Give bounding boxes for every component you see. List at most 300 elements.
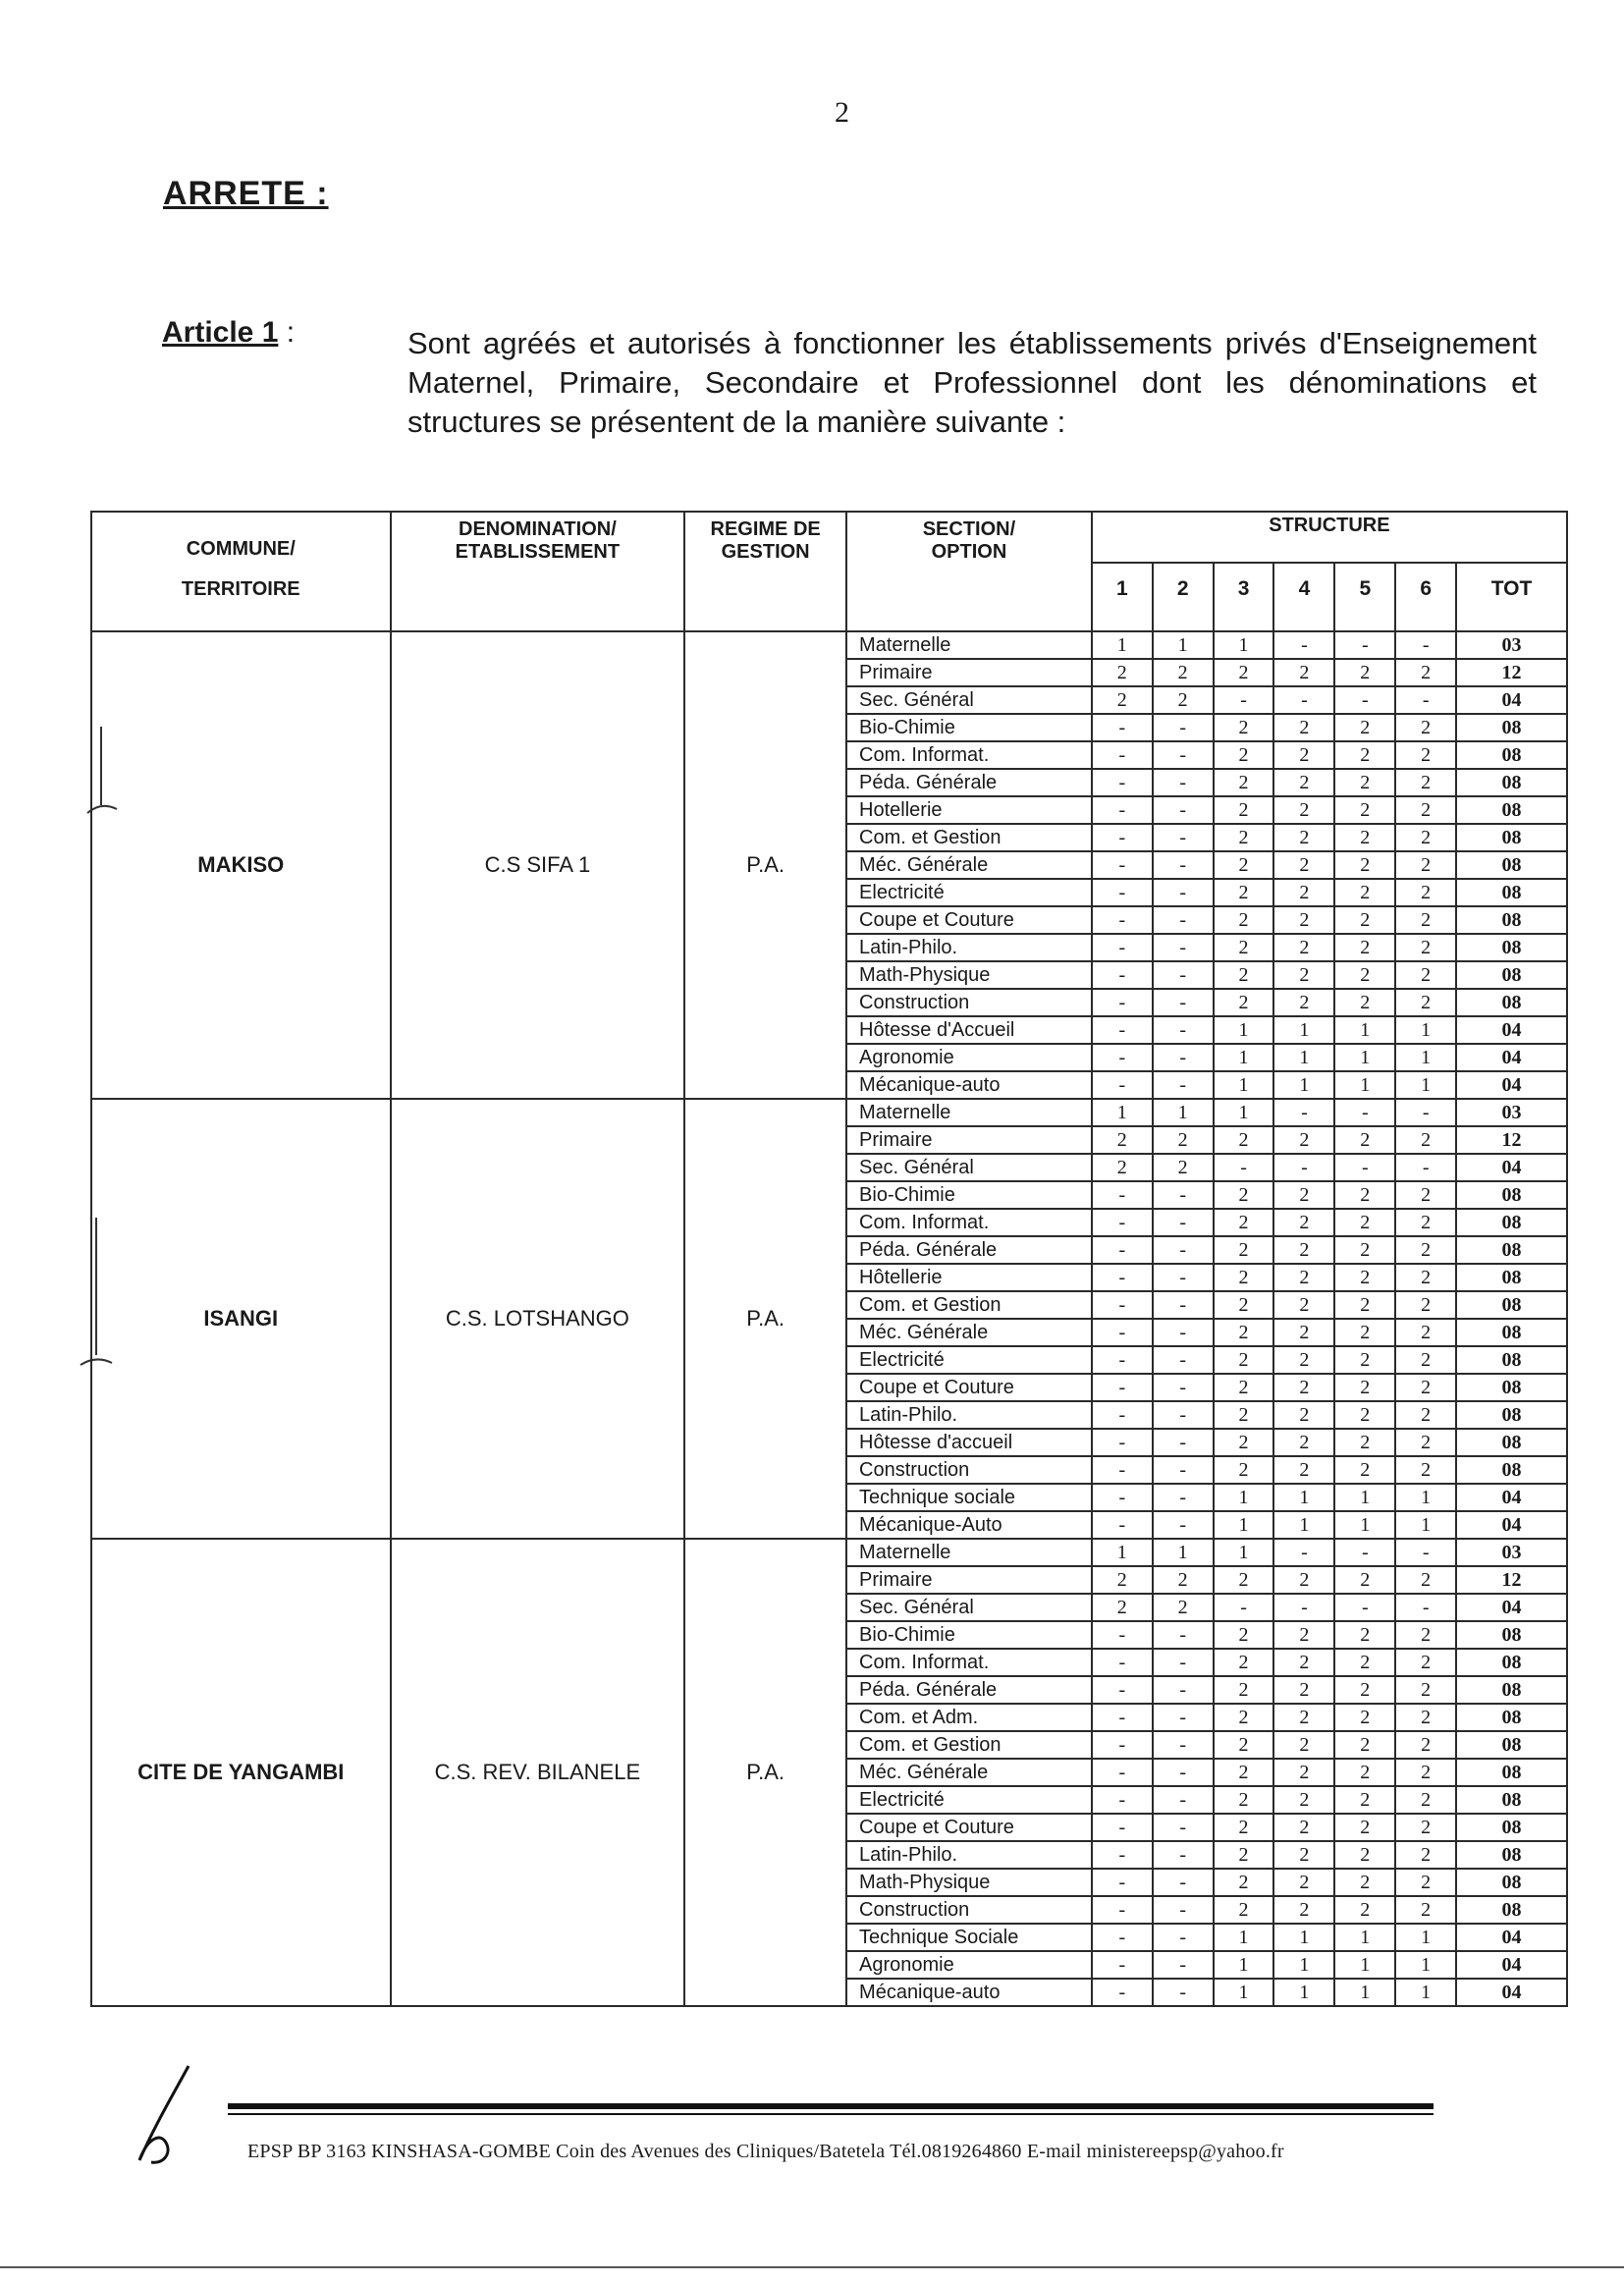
section-cell: Latin-Philo. [846,1841,1092,1869]
structure-value-cell: 1 [1214,1979,1274,2006]
structure-value-cell: 1 [1214,1951,1274,1979]
structure-value-cell: 2 [1334,1401,1395,1429]
section-cell: Sec. Général [846,1594,1092,1621]
structure-value-cell: 2 [1395,1291,1456,1319]
structure-value-cell: 2 [1273,1319,1334,1346]
structure-value-cell: 2 [1395,1401,1456,1429]
header-section-line1: SECTION/ [922,518,1016,540]
structure-value-cell: - [1092,1236,1153,1264]
structure-value-cell: 1 [1334,1979,1395,2006]
section-cell: Math-Physique [846,1869,1092,1896]
structure-value-cell: 2 [1273,934,1334,961]
structure-value-cell: - [1153,1429,1214,1456]
section-cell: Com. Informat. [846,741,1092,769]
structure-value-cell: - [1092,1704,1153,1731]
total-cell: 04 [1456,1511,1567,1539]
structure-value-cell: 2 [1334,1346,1395,1374]
structure-value-cell: - [1153,1456,1214,1484]
structure-value-cell: - [1153,1291,1214,1319]
structure-value-cell: 2 [1273,1181,1334,1209]
structure-value-cell: 2 [1214,1566,1274,1594]
structure-value-cell: 2 [1214,1319,1274,1346]
structure-value-cell: 2 [1395,1126,1456,1154]
structure-value-cell: 2 [1214,1649,1274,1676]
structure-value-cell: - [1273,631,1334,659]
structure-value-cell: - [1092,1071,1153,1099]
total-cell: 08 [1456,1786,1567,1814]
structure-value-cell: - [1092,1456,1153,1484]
structure-value-cell: 2 [1273,879,1334,906]
section-cell: Agronomie [846,1951,1092,1979]
structure-value-cell: 2 [1273,1209,1334,1236]
section-cell: Méc. Générale [846,1759,1092,1786]
structure-value-cell: - [1395,1594,1456,1621]
structure-value-cell: 1 [1153,1099,1214,1126]
section-cell: Maternelle [846,631,1092,659]
structure-value-cell: 2 [1395,1841,1456,1869]
structure-value-cell: - [1092,1044,1153,1071]
structure-value-cell: 2 [1395,796,1456,824]
structure-value-cell: - [1092,851,1153,879]
structure-value-cell: 1 [1273,1924,1334,1951]
structure-value-cell: - [1153,1511,1214,1539]
structure-value-cell: 2 [1153,1566,1214,1594]
structure-value-cell: 2 [1395,1896,1456,1924]
regime-cell: P.A. [684,1539,846,2006]
structure-value-cell: - [1092,1264,1153,1291]
section-cell: Construction [846,1456,1092,1484]
structure-value-cell: - [1214,1154,1274,1181]
structure-value-cell: - [1092,1924,1153,1951]
structure-value-cell: - [1153,1951,1214,1979]
structure-value-cell: 2 [1273,824,1334,851]
total-cell: 08 [1456,1814,1567,1841]
structure-value-cell: 2 [1153,1126,1214,1154]
total-cell: 08 [1456,1456,1567,1484]
structure-value-cell: - [1092,1484,1153,1511]
structure-value-cell: 2 [1214,1291,1274,1319]
structure-value-cell: 2 [1334,1731,1395,1759]
section-cell: Math-Physique [846,961,1092,989]
structure-value-cell: 1 [1395,1979,1456,2006]
structure-value-cell: 2 [1395,1814,1456,1841]
structure-value-cell: 2 [1273,1869,1334,1896]
structure-value-cell: 2 [1214,1374,1274,1401]
structure-value-cell: 1 [1395,1951,1456,1979]
section-cell: Construction [846,989,1092,1016]
structure-value-cell: 2 [1334,1841,1395,1869]
structure-value-cell: - [1153,1924,1214,1951]
structure-value-cell: 2 [1214,851,1274,879]
section-cell: Hôtesse d'accueil [846,1429,1092,1456]
structure-value-cell: - [1153,1181,1214,1209]
structure-value-cell: 1 [1334,1044,1395,1071]
header-regime-line1: REGIME DE [710,518,821,540]
total-cell: 08 [1456,1291,1567,1319]
structure-value-cell: 2 [1334,989,1395,1016]
structure-value-cell: 2 [1395,1374,1456,1401]
structure-value-cell: 2 [1334,769,1395,796]
structure-value-cell: 2 [1273,714,1334,741]
section-cell: Péda. Générale [846,1236,1092,1264]
structure-value-cell: - [1092,879,1153,906]
total-cell: 04 [1456,1071,1567,1099]
structure-value-cell: 2 [1395,1181,1456,1209]
structure-value-cell: 2 [1334,1126,1395,1154]
structure-value-cell: 2 [1395,1649,1456,1676]
structure-value-cell: 2 [1395,1566,1456,1594]
structure-value-cell: - [1092,1401,1153,1429]
section-cell: Technique Sociale [846,1924,1092,1951]
structure-value-cell: 2 [1395,1346,1456,1374]
structure-value-cell: - [1153,1484,1214,1511]
structure-value-cell: - [1153,1731,1214,1759]
structure-value-cell: 2 [1153,659,1214,686]
total-cell: 08 [1456,1649,1567,1676]
structure-value-cell: - [1153,1071,1214,1099]
structure-value-cell: 2 [1214,1621,1274,1649]
structure-value-cell: 2 [1214,1786,1274,1814]
section-cell: Coupe et Couture [846,1374,1092,1401]
structure-value-cell: 2 [1273,1841,1334,1869]
structure-value-cell: - [1153,1649,1214,1676]
structure-value-cell: - [1395,1539,1456,1566]
total-cell: 04 [1456,1594,1567,1621]
structure-value-cell: - [1092,1979,1153,2006]
total-cell: 03 [1456,1539,1567,1566]
structure-value-cell: 2 [1334,796,1395,824]
table-body [91,631,1567,2006]
structure-value-cell: 2 [1334,1869,1395,1896]
structure-value-cell: 1 [1214,1016,1274,1044]
structure-value-cell: 2 [1273,1456,1334,1484]
structure-value-cell: - [1153,714,1214,741]
total-cell: 08 [1456,1841,1567,1869]
structure-value-cell: 2 [1395,741,1456,769]
structure-value-cell: 2 [1273,1429,1334,1456]
structure-value-cell: 2 [1395,1236,1456,1264]
structure-value-cell: 2 [1395,1731,1456,1759]
structure-value-cell: 1 [1273,1511,1334,1539]
total-cell: 04 [1456,1979,1567,2006]
structure-value-cell: 1 [1214,1539,1274,1566]
structure-value-cell: 1 [1214,1071,1274,1099]
structure-value-cell: - [1153,1236,1214,1264]
total-cell: 08 [1456,769,1567,796]
structure-value-cell: - [1395,1099,1456,1126]
section-cell: Construction [846,1896,1092,1924]
structure-value-cell: 2 [1214,1759,1274,1786]
structure-value-cell: - [1273,1594,1334,1621]
structure-value-cell: 2 [1273,1621,1334,1649]
structure-value-cell: 1 [1395,1511,1456,1539]
structure-value-cell: - [1153,1704,1214,1731]
structure-value-cell: 2 [1214,796,1274,824]
structure-value-cell: 2 [1273,1759,1334,1786]
total-cell: 08 [1456,879,1567,906]
structure-value-cell: 2 [1273,769,1334,796]
header-denomination [391,512,685,631]
article-body: Sont agréés et autorisés à fonctionner les établissements privés d'Enseignement Maternel, Primaire, Secondaire et Professionnel dont les dénominations et structures se présentent de la manière suivante : [407,326,1537,439]
total-cell: 08 [1456,1236,1567,1264]
structure-value-cell: 2 [1273,1236,1334,1264]
header-col-3: 3 [1214,563,1274,631]
section-cell: Hôtellerie [846,1264,1092,1291]
structure-value-cell: 2 [1214,879,1274,906]
structure-value-cell: - [1092,934,1153,961]
etablissement-cell: C.S. REV. BILANELE [391,1539,685,2006]
structure-value-cell: 2 [1395,1209,1456,1236]
structure-value-cell: 2 [1214,934,1274,961]
structure-value-cell: 1 [1153,631,1214,659]
commune-cell: CITE DE YANGAMBI [91,1539,391,2006]
header-col-5: 5 [1334,563,1395,631]
header-section [846,512,1092,631]
table-row [91,1539,1567,1566]
structure-value-cell: 2 [1334,741,1395,769]
structure-value-cell: 2 [1334,824,1395,851]
structure-value-cell: 1 [1273,1044,1334,1071]
structure-value-cell: 2 [1273,1731,1334,1759]
structure-value-cell: - [1334,1539,1395,1566]
structure-value-cell: - [1092,1759,1153,1786]
structure-value-cell: - [1153,769,1214,796]
total-cell: 04 [1456,686,1567,714]
header-denomination-line2: ETABLISSEMENT [455,541,621,563]
section-cell: Latin-Philo. [846,934,1092,961]
header-section-line2: OPTION [931,541,1007,563]
page-number: 2 [835,96,849,129]
total-cell: 08 [1456,1319,1567,1346]
structure-value-cell: 2 [1334,659,1395,686]
structure-value-cell: 1 [1395,1044,1456,1071]
commune-cell: ISANGI [91,1099,391,1539]
structure-value-cell: - [1092,1841,1153,1869]
section-cell: Hôtesse d'Accueil [846,1016,1092,1044]
structure-value-cell: - [1092,961,1153,989]
structure-value-cell: 2 [1395,1704,1456,1731]
structure-value-cell: 2 [1214,1181,1274,1209]
structure-value-cell: 1 [1334,1924,1395,1951]
structure-value-cell: 2 [1214,1676,1274,1704]
structure-value-cell: 1 [1395,1924,1456,1951]
structure-value-cell: 2 [1395,879,1456,906]
structure-value-cell: - [1395,686,1456,714]
total-cell: 08 [1456,989,1567,1016]
structure-value-cell: 1 [1334,1951,1395,1979]
structure-value-cell: - [1153,741,1214,769]
regime-cell: P.A. [684,1099,846,1539]
table-row [91,631,1567,659]
structure-value-cell: 1 [1092,1539,1153,1566]
structure-value-cell: 1 [1395,1071,1456,1099]
structure-value-cell: 2 [1214,1209,1274,1236]
total-cell: 08 [1456,1401,1567,1429]
structure-value-cell: - [1153,934,1214,961]
total-cell: 08 [1456,1731,1567,1759]
header-col-1: 1 [1092,563,1153,631]
header-col-4: 4 [1273,563,1334,631]
structure-value-cell: 2 [1273,851,1334,879]
structure-value-cell: 2 [1214,1814,1274,1841]
structure-value-cell: - [1153,1264,1214,1291]
section-cell: Primaire [846,659,1092,686]
structure-value-cell: - [1092,1346,1153,1374]
section-cell: Sec. Général [846,1154,1092,1181]
section-cell: Bio-Chimie [846,1621,1092,1649]
structure-value-cell: 2 [1214,1429,1274,1456]
structure-value-cell: 2 [1395,906,1456,934]
structure-value-cell: - [1153,1401,1214,1429]
structure-value-cell: 2 [1273,1896,1334,1924]
structure-value-cell: - [1153,1759,1214,1786]
structure-value-cell: 2 [1273,1291,1334,1319]
footer-rule [228,2103,1434,2109]
header-structure: STRUCTURE [1092,512,1567,563]
structure-value-cell: - [1092,1209,1153,1236]
structure-value-cell: 2 [1214,989,1274,1016]
structure-value-cell: - [1092,1731,1153,1759]
total-cell: 08 [1456,961,1567,989]
structure-value-cell: 2 [1334,1814,1395,1841]
structure-value-cell: 2 [1273,961,1334,989]
section-cell: Com. et Gestion [846,1731,1092,1759]
structure-value-cell: - [1092,989,1153,1016]
structure-value-cell: 2 [1395,1759,1456,1786]
structure-value-cell: - [1092,824,1153,851]
structure-value-cell: - [1153,1016,1214,1044]
header-denomination-line1: DENOMINATION/ [459,518,617,540]
structure-value-cell: 2 [1334,1704,1395,1731]
structure-value-cell: 2 [1273,1704,1334,1731]
structure-value-cell: 2 [1092,659,1153,686]
total-cell: 08 [1456,1264,1567,1291]
footer-rule-thin [228,2113,1434,2115]
structure-value-cell: - [1092,1181,1153,1209]
total-cell: 08 [1456,1374,1567,1401]
scan-edge-line [0,2266,1624,2268]
structure-value-cell: - [1092,1621,1153,1649]
structure-value-cell: - [1092,1374,1153,1401]
structure-table [90,511,1568,2007]
structure-value-cell: - [1273,1099,1334,1126]
article-label-colon: : [278,316,296,349]
structure-value-cell: 2 [1334,1264,1395,1291]
structure-value-cell: 2 [1214,741,1274,769]
section-cell: Péda. Générale [846,1676,1092,1704]
total-cell: 12 [1456,1566,1567,1594]
structure-value-cell: - [1214,1594,1274,1621]
total-cell: 04 [1456,1484,1567,1511]
total-cell: 08 [1456,1896,1567,1924]
total-cell: 04 [1456,1154,1567,1181]
structure-value-cell: - [1334,1594,1395,1621]
total-cell: 08 [1456,741,1567,769]
structure-value-cell: - [1092,1291,1153,1319]
total-cell: 08 [1456,1181,1567,1209]
section-cell: Bio-Chimie [846,1181,1092,1209]
structure-value-cell: - [1334,1154,1395,1181]
structure-value-cell: 2 [1334,1209,1395,1236]
structure-value-cell: - [1092,1511,1153,1539]
total-cell: 08 [1456,1429,1567,1456]
section-cell: Mécanique-Auto [846,1511,1092,1539]
total-cell: 08 [1456,714,1567,741]
structure-value-cell: 1 [1153,1539,1214,1566]
total-cell: 08 [1456,1759,1567,1786]
structure-value-cell: 2 [1214,1126,1274,1154]
structure-value-cell: - [1153,851,1214,879]
structure-value-cell: 2 [1334,906,1395,934]
structure-value-cell: - [1092,1676,1153,1704]
structure-value-cell: 2 [1334,1429,1395,1456]
structure-value-cell: 1 [1395,1484,1456,1511]
structure-value-cell: 1 [1273,1979,1334,2006]
structure-value-cell: 2 [1214,1401,1274,1429]
structure-value-cell: - [1153,1676,1214,1704]
structure-value-cell: 2 [1334,879,1395,906]
structure-value-cell: 2 [1273,906,1334,934]
section-cell: Mécanique-auto [846,1979,1092,2006]
total-cell: 08 [1456,906,1567,934]
structure-value-cell: 2 [1214,961,1274,989]
structure-value-cell: 2 [1395,934,1456,961]
structure-value-cell: 2 [1092,1126,1153,1154]
structure-value-cell: - [1334,1099,1395,1126]
etablissement-cell: C.S SIFA 1 [391,631,685,1099]
structure-value-cell: 2 [1153,1594,1214,1621]
section-cell: Com. Informat. [846,1649,1092,1676]
total-cell: 08 [1456,824,1567,851]
structure-value-cell: 2 [1214,1264,1274,1291]
structure-value-cell: - [1153,1319,1214,1346]
total-cell: 08 [1456,1621,1567,1649]
structure-value-cell: 2 [1395,1621,1456,1649]
section-cell: Méc. Générale [846,851,1092,879]
structure-value-cell: 2 [1273,1566,1334,1594]
section-cell: Méc. Générale [846,1319,1092,1346]
total-cell: 12 [1456,659,1567,686]
structure-value-cell: 2 [1153,686,1214,714]
total-cell: 08 [1456,851,1567,879]
structure-value-cell: 2 [1214,1731,1274,1759]
structure-value-cell: 2 [1395,714,1456,741]
structure-value-cell: 2 [1214,824,1274,851]
structure-value-cell: 2 [1334,1319,1395,1346]
structure-value-cell: - [1092,1951,1153,1979]
structure-value-cell: - [1153,1841,1214,1869]
structure-value-cell: 2 [1334,1621,1395,1649]
structure-value-cell: 1 [1273,1951,1334,1979]
structure-value-cell: 2 [1395,1319,1456,1346]
total-cell: 08 [1456,1704,1567,1731]
structure-value-cell: 2 [1214,1346,1274,1374]
structure-value-cell: - [1395,1154,1456,1181]
structure-value-cell: 2 [1334,1759,1395,1786]
total-cell: 08 [1456,1676,1567,1704]
structure-value-cell: 2 [1334,1291,1395,1319]
structure-value-cell: 2 [1273,741,1334,769]
structure-value-cell: - [1273,1154,1334,1181]
header-regime-line2: GESTION [721,541,810,563]
structure-value-cell: - [1092,1869,1153,1896]
structure-value-cell: 1 [1334,1071,1395,1099]
section-cell: Electricité [846,1786,1092,1814]
commune-cell: MAKISO [91,631,391,1099]
total-cell: 03 [1456,631,1567,659]
header-col-tot: TOT [1456,563,1567,631]
signature-icon [128,2062,206,2170]
